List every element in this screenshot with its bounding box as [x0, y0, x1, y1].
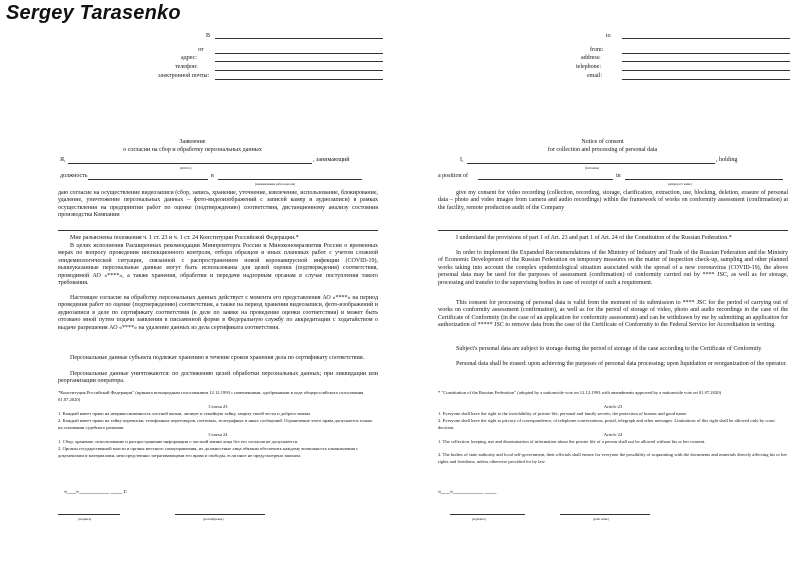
ru-holding-label: , занимающий: [313, 157, 350, 163]
ru-email-field[interactable]: [215, 79, 383, 80]
en-consent-extra-field[interactable]: [438, 230, 788, 231]
en-art24-2: 2. The bodies of state authority and local self-government, their officials shall ensure for everyone the possibility of acquainting with the documents and materials directly affecting his or her rights and freedoms, unless otherwise provided for by law.: [438, 452, 788, 464]
en-addressee-field[interactable]: [622, 38, 790, 39]
en-para-4: Subject's personal data are subject to storage during the period of storage of the case according to the Certificate of Conformity.: [456, 346, 763, 352]
english-form: [410, 0, 795, 565]
russian-form: [0, 0, 385, 565]
en-address-label: address:: [581, 55, 601, 61]
ru-from-field[interactable]: [215, 53, 383, 54]
ru-employer-caption: (наименование работодателя): [255, 182, 296, 186]
ru-para-2: В целях исполнения Расширенных рекомендации Минпромторга России и Минэкономразвития России о временных мерах по вопросу проведения инспекционного контроля, отбора образцов и иных плановых работ с учетом сложной эпидемиологической ситуации, связанной с распространением новой коронавирусной инфекции (COVID-19), вышеуказанные персональные данные могут быть использованы для целей оценки (подтверждения) соответствия, проводимой АО «****», а также хранения, обработки и передачи надзорным органам в случае поступления такого требования.: [58, 243, 378, 287]
en-date-field[interactable]: «___»__________ ____: [438, 489, 497, 495]
ru-i-label: Я,: [60, 157, 66, 163]
en-addressee-label: to: [606, 33, 611, 39]
en-subtitle: for collection and processing of personal data: [547, 147, 658, 153]
en-holding-label: , holding: [716, 157, 738, 163]
ru-address-label: адрес:: [181, 55, 197, 61]
en-employer-field[interactable]: [625, 179, 783, 180]
en-para-2: In order to implement the Expanded Recommendations of the Ministry of Industry and Trade of the Russian Federation and the Ministry of Economic Development of the Russian Federation on temporary measures on the matter of inspection check-up, sampling and other planned works taking into account the complex epidemiological situation associated with the spread of a new coronavirus (COVID-19), the above personal data may be used for the purposes of assessment (confirmation) of conformity carried out by **** JSC, as well as for storage, processing and transfer to the supervising bodies in case of receipt of such a requirement.: [438, 250, 788, 286]
en-employer-caption: (employer's name): [668, 182, 692, 186]
ru-para-4: Персональные данные субъекта подлежат хранению в течение сроков хранения дела по сертификату соответствия.: [70, 355, 365, 361]
ru-art23-title: Статья 23: [208, 404, 228, 409]
en-address-field[interactable]: [622, 61, 790, 62]
en-para-5: Personal data shall be erased: upon achieving the purposes of personal data processing; upon liquidation or reorganization of the operator.: [456, 361, 787, 367]
ru-print-name-field[interactable]: [175, 514, 265, 515]
ru-fullname-caption: (Ф.И.О.): [180, 166, 192, 170]
en-phone-label: telephone:: [576, 64, 601, 70]
en-art23-2: 2. Everyone shall have the right to privacy of correspondence, of telephone conversations, postal, telegraph and other messages. Limitations of this right shall be allowed only by court decision.: [438, 418, 775, 430]
en-art23-title: Article 23: [603, 404, 623, 409]
en-email-field[interactable]: [622, 79, 790, 80]
en-position-field[interactable]: [478, 179, 613, 180]
en-print-name-field[interactable]: [560, 514, 650, 515]
en-art24-title: Article 24: [603, 432, 623, 437]
ru-print-name-caption: (расшифровка): [203, 517, 224, 521]
ru-signature-field[interactable]: [58, 514, 120, 515]
ru-address-field[interactable]: [215, 61, 383, 62]
en-para-1: I understand the provisions of part 1 of Art. 23 and part 1 of Art. 24 of the Constitution of the Russian Federation.*: [456, 235, 732, 241]
ru-art23-1: 1. Каждый имеет право на неприкосновенность частной жизни, личную и семейную тайну, защиту своей чести и доброго имени.: [58, 411, 312, 416]
ru-footnote: *Конституция Российской Федерации" (принята всенародным голосованием 12.12.1993 с изменениями, одобренными в ходе общероссийского голосования 01.07.2020): [58, 390, 364, 402]
ru-para-5: Персональные данные уничтожаются: по достижению целей обработки персональных данных; при ликвидации или реорганизации оператора.: [58, 371, 378, 385]
ru-consent-extra-field[interactable]: [58, 230, 378, 231]
en-phone-field[interactable]: [622, 70, 790, 71]
ru-art24-title: Статья 24: [208, 432, 228, 437]
ru-title: Заявление: [179, 139, 206, 145]
en-signature-field[interactable]: [450, 514, 525, 515]
en-i-label: I,: [460, 157, 464, 163]
ru-addressee-label: В: [206, 33, 211, 39]
ru-employer-field[interactable]: [218, 179, 362, 180]
ru-consent-text: даю согласие на осуществление видеозаписи (сбор, запись, хранение, уточнение, извлечение, использование, блокирование, удаление, уничтожение персональных данных – фото-видеоизображений с записей камер и аудиозаписи) в рамках осуществления на предприятии работ по оценке (подтверждению) соответствия, дистанционному анализу состояния производства Компании: [58, 190, 378, 219]
en-from-label: from:: [590, 47, 604, 53]
author-logo-text: Sergey Tarasenko: [6, 2, 181, 24]
ru-email-label: электронной почты:: [158, 73, 210, 79]
en-signature-caption: (signature): [472, 517, 486, 521]
en-para-3: This consent for processing of personal data is valid from the moment of its submission to **** JSC for the period of carrying out of works on conformity assessment (confirmation), as well as for the period of storage of video, photo and audio recordings in the case of the Certificate of Conformity (in the case of an application for conformity assessment) and can be withdrawn by me by submitting an application for authorization of ***** JSC to remove data from the case of the Certificate of Conformity to the Federal Service for Accreditation in writing.: [438, 300, 788, 329]
en-art23-1: 1. Everyone shall have the right to the inviolability of private life, personal and family secrets, the protection of honour and good name.: [438, 411, 688, 416]
ru-para-3: Настоящее согласие на обработку персональных данных действует с момента его представления АО «****» на период проведения работ по оценке (подтверждению) соответствия, а также на период хранения видеозаписи, фото-изображений и аудиозаписи в деле по сертификату соответствия (в деле по заявке на проведение оценки соответствия) и может быть отозвано мной путем подачи заявления в письменной форме в Федеральную службу по аккредитации с ходатайством о выдаче разрешения АО «****» на удаление данных из дела сертификата соответствия.: [58, 295, 378, 331]
ru-para-1: Мне разъяснены положения ч. 1 ст. 23 и ч. 1 ст. 24 Конституции Российской Федерации.*: [70, 235, 299, 241]
en-title: Notice of consent: [581, 139, 624, 145]
en-in-label: in: [616, 173, 621, 179]
ru-from-label: от: [198, 47, 204, 53]
ru-fullname-field[interactable]: [68, 163, 312, 164]
ru-in-label: в: [211, 173, 214, 179]
ru-signature-caption: (подпись): [78, 517, 92, 521]
ru-art24-2: 2. Органы государственной власти и органы местного самоуправления, их должностные лица обязаны обеспечить каждому возможность ознакомления с документами и материалами, непосредственно затрагивающими его права и свободы, если иное не предусмотрено законом.: [58, 446, 359, 458]
ru-phone-field[interactable]: [215, 70, 383, 71]
ru-date-field[interactable]: «___»__________ ____ г.: [64, 489, 128, 495]
ru-subtitle: о согласии на сбор и обработку персональных данных: [123, 147, 262, 153]
ru-position-label: должность: [60, 173, 88, 179]
ru-phone-label: телефон:: [175, 64, 198, 70]
en-fullname-field[interactable]: [467, 163, 715, 164]
en-consent-text: give my consent for video recording (collection, recording, storage, clarification, extraction, use, blocking, deletion, erasure of personal data – photo and video images from camera and audio recordings) within the framework of works on conformity assessment (confirmation) at the facility, remote production audit of the Company: [438, 190, 788, 211]
ru-art24-1: 1. Сбор, хранение, использование и распространение информации о частной жизни лица без его согласия не допускаются.: [58, 439, 299, 444]
en-art24-1: 1. The collection, keeping, use and dissemination of information about the private life of a person shall not be allowed without his or her consent.: [438, 439, 706, 444]
en-from-field[interactable]: [622, 53, 790, 54]
ru-position-field[interactable]: [88, 179, 208, 180]
en-footnote: * "Constitution of the Russian Federation" (adopted by a nationwide vote on 12.12.1993 with amendments approved by a nationwide vote on 01.07.2020): [438, 390, 722, 395]
ru-art23-2: 2. Каждый имеет право на тайну переписки, телефонных переговоров, почтовых, телеграфных и иных сообщений. Ограничение этого права допускается только на основании судебного решения.: [58, 418, 373, 430]
en-position-label: a position of: [438, 173, 468, 179]
en-fullname-caption: (full name): [585, 166, 600, 170]
ru-addressee-field[interactable]: [215, 38, 383, 39]
en-print-name-caption: (print name): [593, 517, 609, 521]
en-email-label: email:: [587, 73, 602, 79]
